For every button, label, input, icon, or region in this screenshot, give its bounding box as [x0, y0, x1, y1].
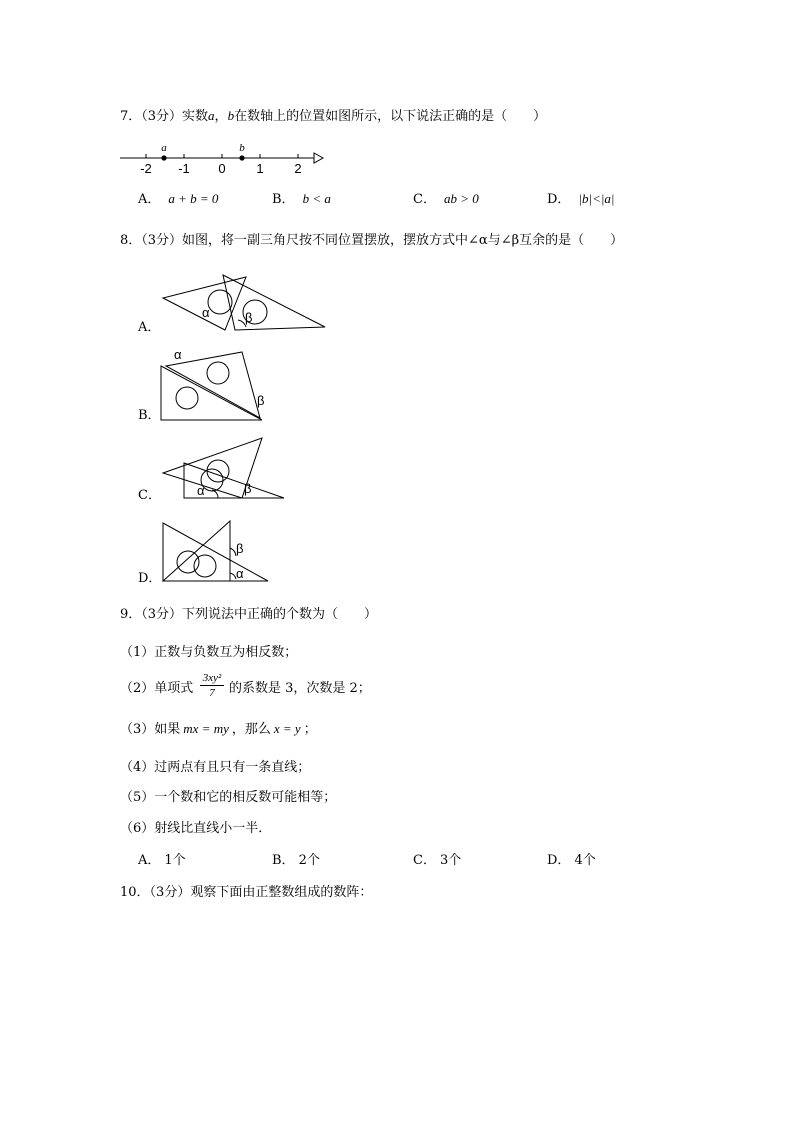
option-letter: A．	[138, 853, 161, 868]
beta-label: β	[236, 541, 244, 556]
q8-option-d-letter: D．	[138, 571, 162, 586]
point-b	[239, 155, 244, 160]
q9-option-c	[413, 853, 461, 869]
statement-3-expr2: x = y	[273, 721, 301, 736]
q7-var-b: b	[227, 108, 235, 123]
q8-figure-a	[160, 272, 330, 334]
q8-figure-d	[160, 518, 275, 584]
q10-prompt: 10．（3分）观察下面由正整数组成的数阵：	[120, 885, 373, 900]
q7-prompt-start: 7．（3分）实数	[120, 109, 209, 124]
alpha-label: α	[202, 305, 210, 320]
q9-statement-3	[120, 721, 317, 738]
q9-statement-4: （4）过两点有且只有一条直线；	[120, 760, 311, 775]
q9-option-b	[272, 853, 320, 869]
q7-option-b	[272, 191, 331, 208]
q9-statement-2-post: 的系数是 3，次数是 2；	[229, 681, 371, 696]
q9-statement-2-pre: （2）单项式	[120, 681, 194, 696]
beta-label: β	[257, 393, 265, 408]
point-a	[161, 155, 166, 160]
tick-label: -2	[140, 161, 152, 176]
option-letter: C．	[413, 853, 436, 868]
option-letter: C．	[413, 192, 436, 207]
q8-figure-b	[158, 344, 273, 424]
q7-option-a	[138, 191, 218, 208]
tick-label: -1	[178, 161, 190, 176]
alpha-label: α	[174, 347, 182, 362]
tick-label: 0	[218, 161, 226, 176]
alpha-label: α	[197, 483, 205, 498]
beta-label: β	[245, 310, 253, 325]
tick-label: 2	[294, 161, 302, 176]
number-line	[118, 140, 328, 180]
q9-option-a	[138, 853, 186, 869]
option-expr: b < a	[302, 191, 331, 206]
q9-fraction	[199, 672, 225, 699]
option-text: 3个	[439, 853, 462, 868]
option-letter: B．	[272, 192, 295, 207]
q7-comma: ，	[214, 109, 228, 124]
point-a-label: a	[161, 142, 167, 154]
q7-prompt	[120, 108, 546, 125]
option-letter: A．	[138, 192, 161, 207]
q8-option-c-letter: C．	[138, 488, 161, 503]
q7-option-d	[547, 191, 615, 208]
q8-prompt: 8．（3分）如图，将一副三角尺按不同位置摆放，摆放方式中∠α与∠β互余的是（ ）	[120, 233, 624, 248]
option-text: 4个	[574, 853, 596, 868]
q8-option-a-letter: A．	[138, 320, 161, 335]
arrow-head-icon	[314, 153, 323, 163]
tick-label: 1	[256, 161, 264, 176]
statement-3-pre: （3）如果	[120, 722, 181, 737]
beta-label: β	[244, 481, 252, 496]
q7-prompt-end: 在数轴上的位置如图所示，以下说法正确的是（ ）	[234, 109, 547, 124]
q9-statement-5: （5）一个数和它的相反数可能相等；	[120, 790, 337, 805]
statement-3-mid: ，那么	[231, 722, 271, 737]
fraction-bar	[200, 685, 224, 686]
option-expr: ab > 0	[443, 191, 479, 206]
q9-statement-1: （1）正数与负数互为相反数；	[120, 645, 298, 660]
q9-option-d	[547, 853, 596, 869]
option-text: 1个	[164, 853, 186, 868]
q7-option-c	[413, 191, 479, 208]
statement-3-post: ；	[303, 722, 317, 737]
q7-var-a: a	[208, 108, 215, 123]
option-letter: D．	[547, 853, 571, 868]
q9-prompt: 9．（3分）下列说法中正确的个数为（ ）	[120, 607, 378, 622]
alpha-label: α	[236, 566, 244, 581]
fraction-numerator: 3xy²	[202, 672, 222, 684]
q8-figure-c	[160, 435, 290, 505]
option-letter: B．	[272, 853, 295, 868]
option-expr: |b|<|a|	[578, 191, 615, 206]
option-letter: D．	[547, 192, 571, 207]
point-b-label: b	[239, 142, 245, 154]
q9-statement-6: （6）射线比直线小一半．	[120, 821, 272, 836]
statement-3-expr1: mx = my	[183, 721, 229, 736]
fraction-denominator: 7	[209, 687, 215, 699]
q8-option-b-letter: B．	[138, 408, 161, 423]
option-expr: a + b = 0	[168, 191, 219, 206]
option-text: 2个	[298, 853, 320, 868]
